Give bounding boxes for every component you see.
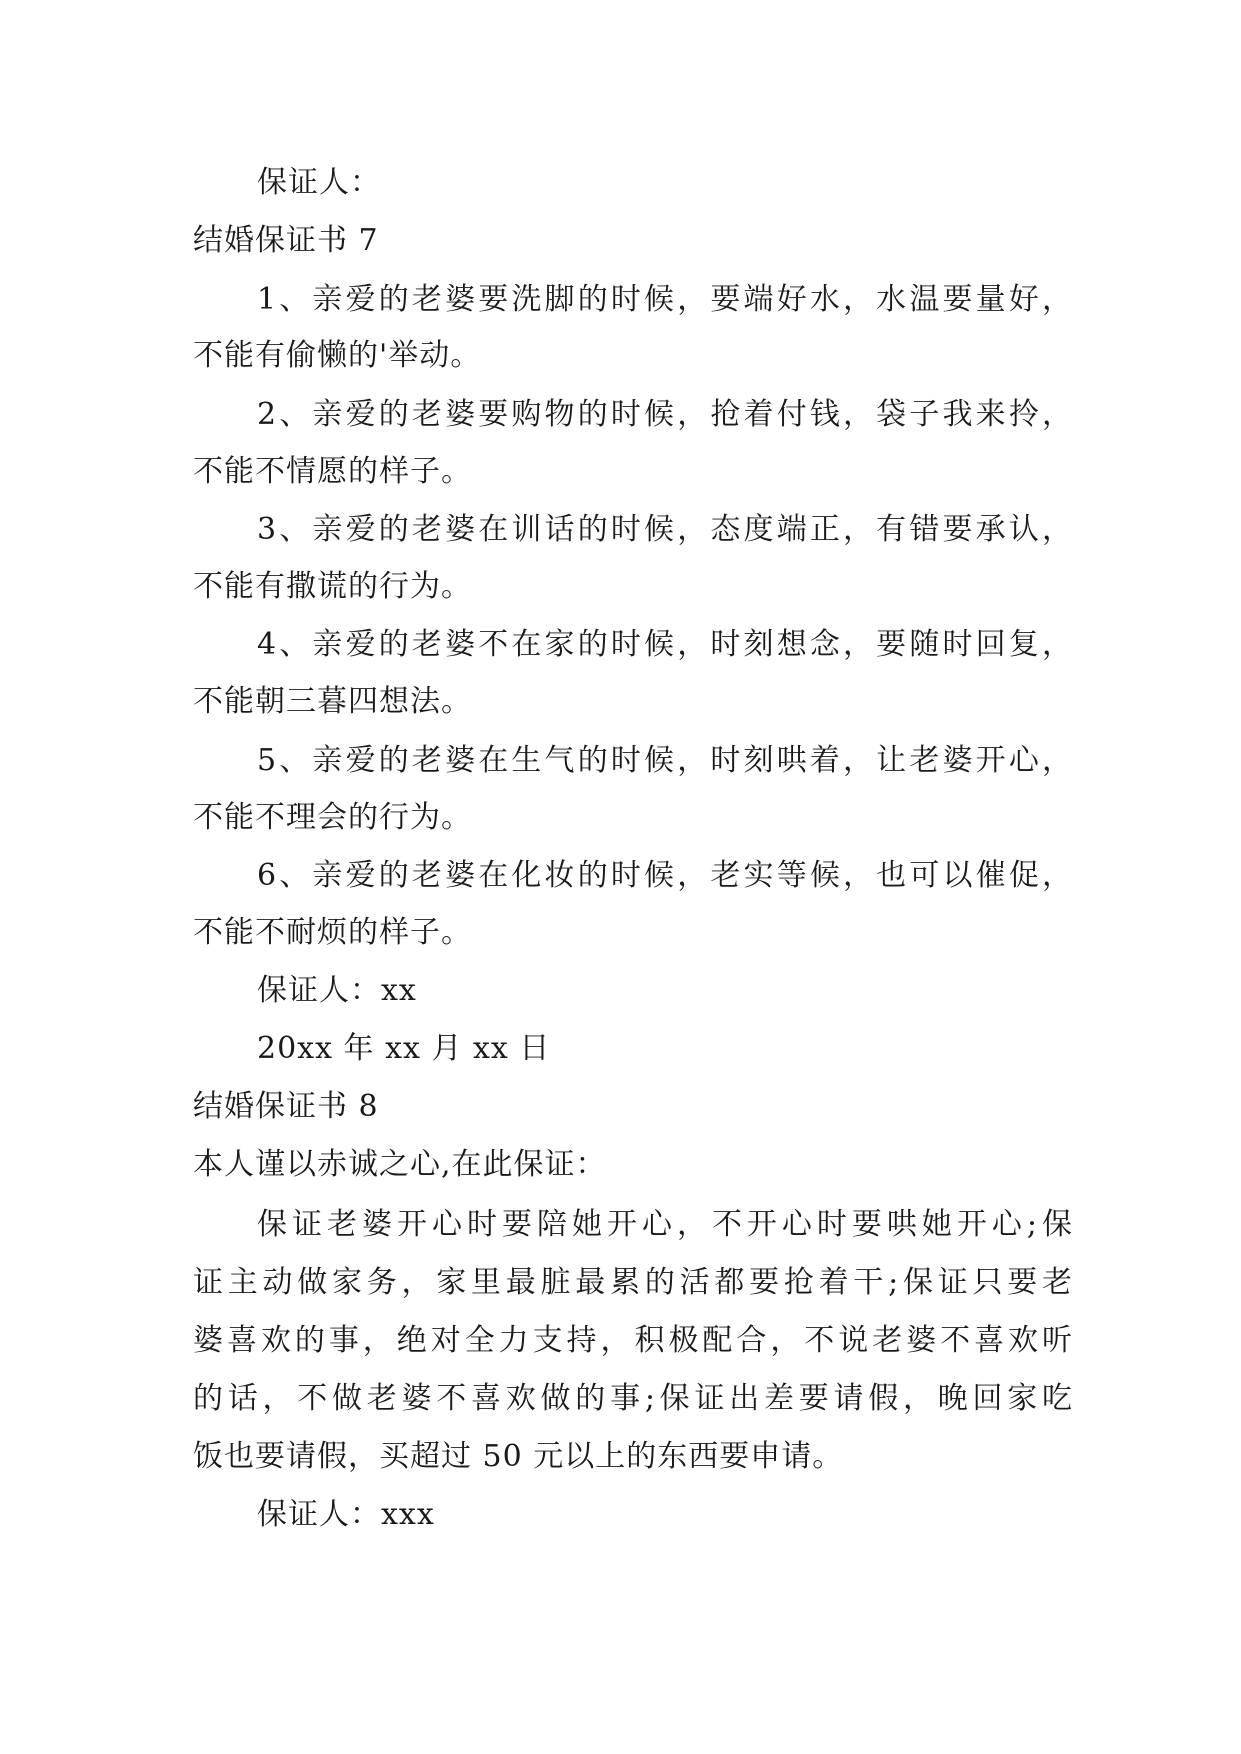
date-line: 20xx 年 xx 月 xx 日 — [257, 1031, 551, 1066]
guarantor-line: 保证人：xx — [257, 973, 417, 1008]
section-heading: 结婚保证书 7 — [193, 223, 379, 258]
paragraph-line: 证主动做家务，家里最脏最累的活都要抢着干;保证只要老 — [193, 1265, 1073, 1300]
paragraph-line: 不能不耐烦的样子。 — [193, 915, 472, 950]
paragraph-line: 的话，不做老婆不喜欢做的事;保证出差要请假，晚回家吃 — [193, 1381, 1073, 1416]
paragraph-line: 保证老婆开心时要陪她开心，不开心时要哄她开心;保 — [257, 1207, 1073, 1242]
paragraph-line: 1、亲爱的老婆要洗脚的时候，要端好水，水温要量好， — [257, 282, 1073, 317]
section-heading: 结婚保证书 8 — [193, 1089, 379, 1124]
paragraph-line: 不能朝三暮四想法。 — [193, 684, 472, 719]
intro-line: 本人谨以赤诚之心,在此保证： — [193, 1147, 607, 1182]
paragraph-line: 3、亲爱的老婆在训话的时候，态度端正，有错要承认， — [257, 512, 1073, 547]
paragraph-line: 婆喜欢的事，绝对全力支持，积极配合，不说老婆不喜欢听 — [193, 1323, 1073, 1358]
paragraph-line: 不能有撒谎的行为。 — [193, 569, 472, 604]
guarantor-line: 保证人：xxx — [257, 1497, 435, 1532]
guarantor-line: 保证人： — [257, 165, 381, 200]
paragraph-line: 2、亲爱的老婆要购物的时候，抢着付钱，袋子我来拎， — [257, 397, 1073, 432]
paragraph-line: 不能有偷懒的'举动。 — [193, 338, 482, 373]
paragraph-line: 饭也要请假，买超过 50 元以上的东西要申请。 — [193, 1439, 844, 1474]
paragraph-line: 4、亲爱的老婆不在家的时候，时刻想念，要随时回复， — [257, 627, 1073, 662]
paragraph-line: 不能不情愿的样子。 — [193, 454, 472, 489]
paragraph-line: 不能不理会的行为。 — [193, 800, 472, 835]
paragraph-line: 6、亲爱的老婆在化妆的时候，老实等候，也可以催促， — [257, 858, 1073, 893]
paragraph-line: 5、亲爱的老婆在生气的时候，时刻哄着，让老婆开心， — [257, 743, 1073, 778]
